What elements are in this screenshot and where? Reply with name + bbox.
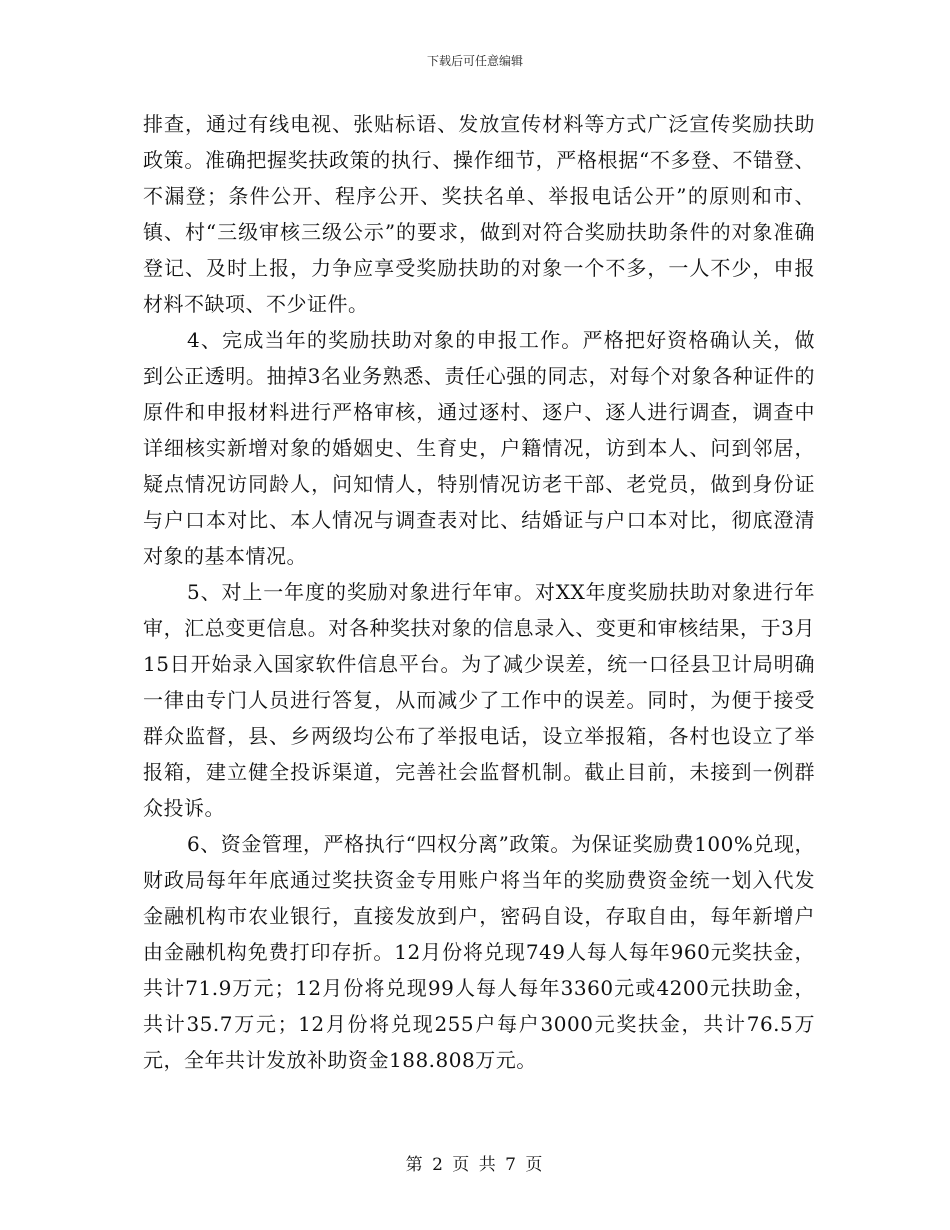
- page-number-footer: 第 2 页 共 7 页: [405, 1155, 545, 1175]
- paragraph-item-4: 4、完成当年的奖励扶助对象的申报工作。严格把好资格确认关，做到公正透明。抽掉3名业务熟悉、责任心强的同志，对每个对象各种证件的原件和申报材料进行严格审核，通过逐村、逐户、逐人进行调查，调查中详细核实新增对象的婚姻史、生育史，户籍情况，访到本人、问到邻居，疑点情况访同龄人，问知情人，特别情况访老干部、老党员，做到身份证与户口本对比、本人情况与调查表对比、结婚证与户口本对比，彻底澄清对象的基本情况。: [143, 328, 815, 568]
- paragraph-item-5: 5、对上一年度的奖励对象进行年审。对XX年度奖励扶助对象进行年审，汇总变更信息。对各种奖扶对象的信息录入、变更和审核结果，于3月15日开始录入国家软件信息平台。为了减少误差，统一口径县卫计局明确一律由专门人员进行答复，从而减少了工作中的误差。同时，为便于接受群众监督，县、乡两级均公布了举报电话，设立举报箱，各村也设立了举报箱，建立健全投诉渠道，完善社会监督机制。截止目前，未接到一例群众投诉。: [143, 580, 815, 820]
- page-header: 下载后可任意编辑: [426, 54, 523, 68]
- paragraph-continuation: 排查，通过有线电视、张贴标语、发放宣传材料等方式广泛宣传奖励扶助政策。准确把握奖扶政策的执行、操作细节，严格根据“不多登、不错登、不漏登；条件公开、程序公开、奖扶名单、举报电话公开”的原则和市、镇、村“三级审核三级公示”的要求，做到对符合奖励扶助条件的对象准确登记、及时上报，力争应享受奖励扶助的对象一个不多，一人不少，申报材料不缺项、不少证件。: [143, 112, 815, 316]
- paragraph-item-6: 6、资金管理，严格执行“四权分离”政策。为保证奖励费100%兑现，财政局每年年底通过奖扶资金专用账户将当年的奖励费资金统一划入代发金融机构市农业银行，直接发放到户，密码自设，存取自由，每年新增户由金融机构免费打印存折。12月份将兑现749人每人每年960元奖扶金，共计71.9万元；12月份将兑现99人每人每年3360元或4200元扶助金，共计35.7万元；12月份将兑现255户每户3000元奖扶金，共计76.5万元，全年共计发放补助资金188.808万元。: [143, 832, 815, 1072]
- document-body: [143, 106, 815, 1078]
